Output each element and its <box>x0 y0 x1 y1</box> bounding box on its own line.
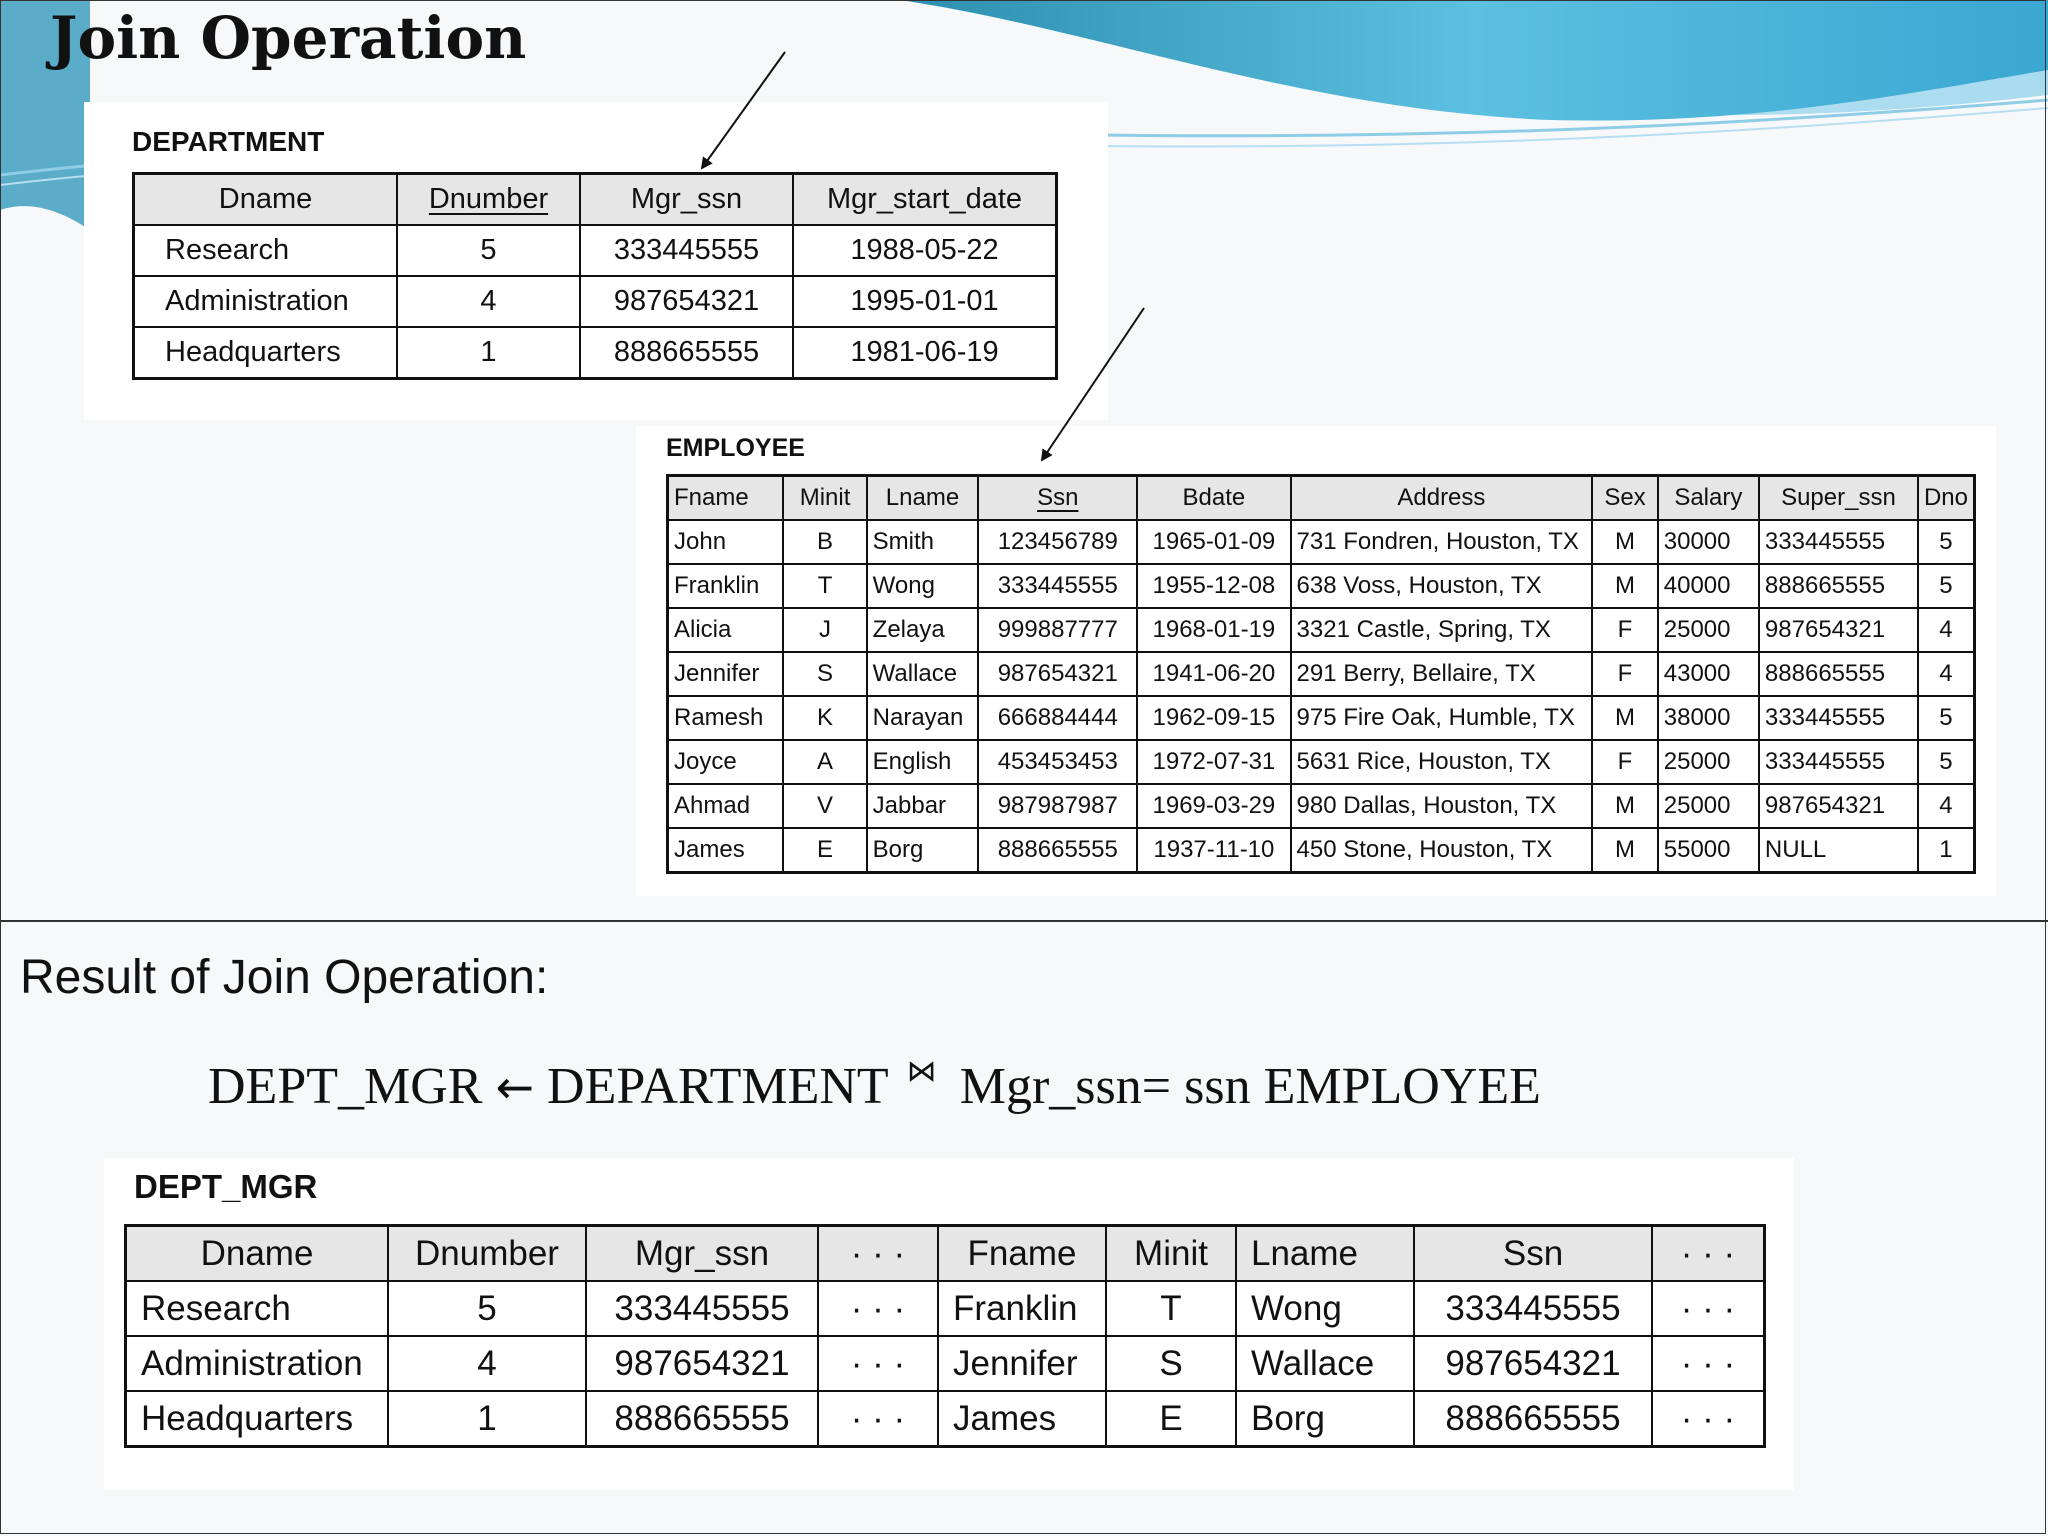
primary-key-label: Ssn <box>1037 484 1079 511</box>
cell: Ramesh <box>668 696 784 740</box>
join-expression <box>208 1054 1541 1116</box>
table-header-row <box>126 1226 1765 1282</box>
column-header-fname: Fname <box>938 1226 1106 1282</box>
cell: 1995-01-01 <box>793 276 1057 327</box>
cell: 888665555 <box>580 327 793 379</box>
column-header-ellipsis: · · · <box>818 1226 938 1282</box>
cell: M <box>1592 828 1658 873</box>
column-header-mgr-ssn: Mgr_ssn <box>580 174 793 226</box>
cell: 888665555 <box>586 1391 818 1447</box>
cell: J <box>783 608 866 652</box>
table-row <box>668 564 1975 608</box>
cell: E <box>1106 1391 1236 1447</box>
column-header-ssn <box>978 476 1137 521</box>
column-header-dname: Dname <box>134 174 398 226</box>
table-row <box>668 696 1975 740</box>
cell: 999887777 <box>978 608 1137 652</box>
join-symbol-icon: ⋈ <box>906 1054 937 1089</box>
cell: 5631 Rice, Houston, TX <box>1291 740 1593 784</box>
column-header-super-ssn: Super_ssn <box>1759 476 1918 521</box>
cell: 4 <box>1918 652 1975 696</box>
cell: M <box>1592 696 1658 740</box>
cell: Wallace <box>1236 1336 1414 1391</box>
cell: 1969-03-29 <box>1137 784 1290 828</box>
column-header-dnumber: Dnumber <box>388 1226 586 1282</box>
primary-key-label: Dnumber <box>428 183 549 215</box>
column-header-ssn: Ssn <box>1414 1226 1652 1282</box>
cell: 1941-06-20 <box>1137 652 1290 696</box>
cell: Research <box>126 1281 389 1336</box>
cell: Headquarters <box>126 1391 389 1447</box>
cell: Administration <box>126 1336 389 1391</box>
cell: 333445555 <box>586 1281 818 1336</box>
cell: 55000 <box>1658 828 1759 873</box>
cell: 4 <box>1918 784 1975 828</box>
cell: Headquarters <box>134 327 398 379</box>
employee-caption: EMPLOYEE <box>666 434 805 462</box>
employee-table <box>666 474 1976 874</box>
cell: Joyce <box>668 740 784 784</box>
slide-title: Join Operation <box>50 4 527 72</box>
cell: 333445555 <box>1759 740 1918 784</box>
cell: · · · <box>1652 1336 1765 1391</box>
cell: 1981-06-19 <box>793 327 1057 379</box>
cell: 987654321 <box>1759 608 1918 652</box>
cell: M <box>1592 520 1658 564</box>
cell: 5 <box>1918 696 1975 740</box>
table-row <box>134 225 1057 276</box>
cell: T <box>783 564 866 608</box>
column-header-minit: Minit <box>783 476 866 521</box>
section-divider <box>0 920 2048 922</box>
cell: 666884444 <box>978 696 1137 740</box>
column-header-lname: Lname <box>1236 1226 1414 1282</box>
department-caption: DEPARTMENT <box>132 126 325 157</box>
cell: 43000 <box>1658 652 1759 696</box>
department-table <box>132 172 1058 380</box>
cell: 5 <box>1918 520 1975 564</box>
cell: 1972-07-31 <box>1137 740 1290 784</box>
table-row <box>126 1336 1765 1391</box>
table-row <box>668 740 1975 784</box>
cell: F <box>1592 608 1658 652</box>
table-row <box>668 784 1975 828</box>
expression-target: DEPT_MGR <box>208 1058 483 1115</box>
column-header-lname: Lname <box>867 476 979 521</box>
join-condition: Mgr_ssn= ssn <box>959 1058 1251 1115</box>
table-row <box>134 276 1057 327</box>
cell: 333445555 <box>1759 520 1918 564</box>
cell: 25000 <box>1658 608 1759 652</box>
cell: Research <box>134 225 398 276</box>
expression-left-relation: DEPARTMENT <box>547 1058 888 1115</box>
result-heading: Result of Join Operation: <box>20 951 549 1004</box>
cell: 5 <box>1918 564 1975 608</box>
cell: Alicia <box>668 608 784 652</box>
cell: 333445555 <box>580 225 793 276</box>
assign-arrow-icon: ← <box>495 1060 535 1114</box>
cell: James <box>938 1391 1106 1447</box>
cell: F <box>1592 652 1658 696</box>
column-header-dnumber <box>397 174 580 226</box>
cell: K <box>783 696 866 740</box>
cell: 888665555 <box>978 828 1137 873</box>
dept-mgr-table <box>124 1224 1766 1448</box>
cell: 980 Dallas, Houston, TX <box>1291 784 1593 828</box>
cell: 888665555 <box>1759 652 1918 696</box>
dept-mgr-caption: DEPT_MGR <box>134 1168 318 1205</box>
cell: 450 Stone, Houston, TX <box>1291 828 1593 873</box>
table-header-row <box>668 476 1975 521</box>
cell: 987987987 <box>978 784 1137 828</box>
column-header-minit: Minit <box>1106 1226 1236 1282</box>
cell: B <box>783 520 866 564</box>
table-row <box>668 652 1975 696</box>
cell: · · · <box>818 1391 938 1447</box>
cell: V <box>783 784 866 828</box>
cell: 38000 <box>1658 696 1759 740</box>
cell: 333445555 <box>978 564 1137 608</box>
cell: 1955-12-08 <box>1137 564 1290 608</box>
cell: 291 Berry, Bellaire, TX <box>1291 652 1593 696</box>
cell: Smith <box>867 520 979 564</box>
cell: · · · <box>1652 1391 1765 1447</box>
cell: 987654321 <box>1414 1336 1652 1391</box>
cell: 333445555 <box>1414 1281 1652 1336</box>
cell: 987654321 <box>978 652 1137 696</box>
cell: 1 <box>1918 828 1975 873</box>
cell: S <box>783 652 866 696</box>
cell: 5 <box>388 1281 586 1336</box>
cell: Ahmad <box>668 784 784 828</box>
cell: · · · <box>818 1336 938 1391</box>
cell: Jabbar <box>867 784 979 828</box>
cell: 731 Fondren, Houston, TX <box>1291 520 1593 564</box>
cell: 1 <box>397 327 580 379</box>
cell: M <box>1592 564 1658 608</box>
cell: 1968-01-19 <box>1137 608 1290 652</box>
column-header-ellipsis: · · · <box>1652 1226 1765 1282</box>
column-header-bdate: Bdate <box>1137 476 1290 521</box>
cell: S <box>1106 1336 1236 1391</box>
cell: Jennifer <box>668 652 784 696</box>
column-header-salary: Salary <box>1658 476 1759 521</box>
table-row <box>668 828 1975 873</box>
cell: 25000 <box>1658 784 1759 828</box>
cell: 987654321 <box>1759 784 1918 828</box>
cell: 987654321 <box>586 1336 818 1391</box>
column-header-fname: Fname <box>668 476 784 521</box>
cell: 30000 <box>1658 520 1759 564</box>
cell: 975 Fire Oak, Humble, TX <box>1291 696 1593 740</box>
cell: 638 Voss, Houston, TX <box>1291 564 1593 608</box>
cell: 3321 Castle, Spring, TX <box>1291 608 1593 652</box>
column-header-dno: Dno <box>1918 476 1975 521</box>
column-header-mgr-start-date: Mgr_start_date <box>793 174 1057 226</box>
cell: Borg <box>1236 1391 1414 1447</box>
cell: 888665555 <box>1759 564 1918 608</box>
table-row <box>134 327 1057 379</box>
cell: 40000 <box>1658 564 1759 608</box>
cell: Jennifer <box>938 1336 1106 1391</box>
cell: 888665555 <box>1414 1391 1652 1447</box>
table-row <box>668 608 1975 652</box>
cell: Franklin <box>668 564 784 608</box>
cell: E <box>783 828 866 873</box>
cell: English <box>867 740 979 784</box>
cell: 1 <box>388 1391 586 1447</box>
cell: NULL <box>1759 828 1918 873</box>
cell: Wallace <box>867 652 979 696</box>
cell: John <box>668 520 784 564</box>
cell: 1965-01-09 <box>1137 520 1290 564</box>
cell: Zelaya <box>867 608 979 652</box>
cell: 5 <box>397 225 580 276</box>
cell: F <box>1592 740 1658 784</box>
cell: · · · <box>1652 1281 1765 1336</box>
cell: 333445555 <box>1759 696 1918 740</box>
table-row <box>126 1281 1765 1336</box>
cell: M <box>1592 784 1658 828</box>
column-header-sex: Sex <box>1592 476 1658 521</box>
cell: 4 <box>388 1336 586 1391</box>
cell: 4 <box>397 276 580 327</box>
cell: Wong <box>867 564 979 608</box>
cell: Administration <box>134 276 398 327</box>
cell: James <box>668 828 784 873</box>
cell: Franklin <box>938 1281 1106 1336</box>
table-row <box>126 1391 1765 1447</box>
cell: A <box>783 740 866 784</box>
cell: Wong <box>1236 1281 1414 1336</box>
cell: 25000 <box>1658 740 1759 784</box>
cell: T <box>1106 1281 1236 1336</box>
cell: Borg <box>867 828 979 873</box>
cell: · · · <box>818 1281 938 1336</box>
cell: 453453453 <box>978 740 1137 784</box>
cell: 5 <box>1918 740 1975 784</box>
cell: 987654321 <box>580 276 793 327</box>
cell: 1962-09-15 <box>1137 696 1290 740</box>
column-header-dname: Dname <box>126 1226 389 1282</box>
cell: 123456789 <box>978 520 1137 564</box>
table-header-row <box>134 174 1057 226</box>
table-row <box>668 520 1975 564</box>
cell: Narayan <box>867 696 979 740</box>
column-header-address: Address <box>1291 476 1593 521</box>
cell: 1937-11-10 <box>1137 828 1290 873</box>
cell: 4 <box>1918 608 1975 652</box>
column-header-mgr-ssn: Mgr_ssn <box>586 1226 818 1282</box>
expression-right-relation: EMPLOYEE <box>1263 1058 1541 1115</box>
cell: 1988-05-22 <box>793 225 1057 276</box>
